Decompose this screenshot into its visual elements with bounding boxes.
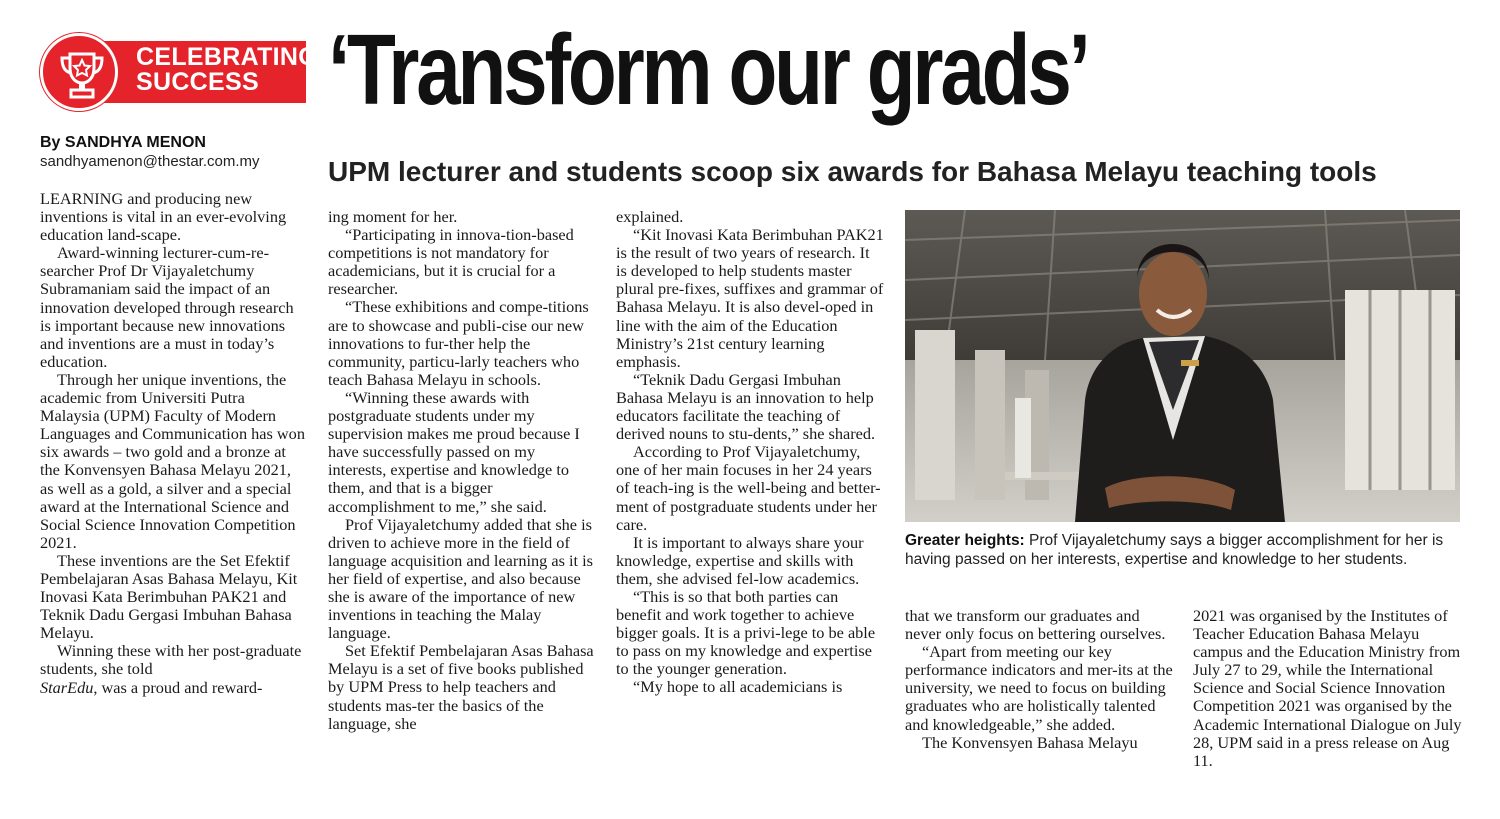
paragraph: “Teknik Dadu Gergasi Imbuhan Bahasa Melayu is an innovation to help educators facilitate the teaching of derived nouns to stu-dents,” she shared. (616, 369, 876, 444)
paragraph: “Apart from meeting our key performance indicators and mer-its at the university, we need to focus on building graduates who are holistically talented and knowledgeable,” she added. (905, 642, 1173, 734)
caption-label: Greater heights: (905, 532, 1025, 549)
text-run: Winning these with her post-graduate students, she told (40, 641, 302, 679)
paragraph: LEARNING and producing new inventions is vital in an ever-evolving education land-scape. (40, 189, 287, 245)
paragraph: Through her unique inventions, the academic from Universiti Putra Malaysia (UPM) Faculty of Modern Languages and Communication has won six awards – two gold and a bronze at the Konvensyen Bahasa Melayu 2021, as well as a gold, a silver and a special award at the International Science and Social Science Innovation Competition 2021. (40, 369, 305, 552)
paragraph: “These exhibitions and compe-titions are to showcase and publi-cise our new innovations to fur-ther help the community, particu-larly teachers who teach Bahasa Melayu in schools. (328, 297, 589, 389)
badge-text (136, 45, 318, 95)
paragraph: Prof Vijayaletchumy added that she is driven to achieve more in the field of language acquisition and learning as it is her field of expertise, and also because she is aware of the importance of new inventions in teaching the Malay language. (328, 514, 593, 643)
trophy-icon (40, 33, 118, 111)
paragraph: explained. (616, 207, 684, 226)
paragraph: ing moment for her. (328, 207, 458, 226)
paragraph: Set Efektif Pembelajaran Asas Bahasa Melayu is a set of five books published by UPM Press to help teachers and students mas-ter the basics of the language, she (328, 641, 594, 733)
article-column-1 (40, 190, 308, 697)
paragraph: According to Prof Vijayaletchumy, one of her main focuses in her 24 years of teach-ing is the well-being and better-ment of postgraduate students under her care. (616, 442, 881, 534)
byline: By SANDHYA MENON (40, 134, 206, 151)
photo-caption (905, 531, 1465, 569)
article-column-5 (1193, 607, 1465, 770)
paragraph (40, 642, 308, 696)
text-run: , was a proud and reward- (93, 677, 263, 697)
publication-name: StarEdu (40, 677, 94, 697)
article-column-2 (328, 208, 596, 733)
paragraph: “Participating in innova-tion-based competitions is not mandatory for academicians, but it is crucial for a researcher. (328, 225, 574, 299)
paragraph: that we transform our graduates and never only focus on bettering ourselves. (905, 606, 1166, 644)
badge-line-1: CELEBRATING (136, 43, 318, 71)
paragraph: The Konvensyen Bahasa Melayu (922, 732, 1138, 752)
paragraph: 2021 was organised by the Institutes of Teacher Education Bahasa Melayu campus and the Education Ministry from July 27 to 29, while the International Science and Social Science Innovation Competition 2021 was organised by the Academic International Dialogue on July 28, UPM said in a press release on Aug 11. (1193, 606, 1462, 770)
article-photo (905, 210, 1460, 522)
caption-text: Prof Vijayaletchumy says a bigger accomplishment for her is having passed on her interests, expertise and knowledge to her students. (905, 532, 1444, 568)
paragraph: It is important to always share your knowledge, expertise and skills with them, she advised fel-low academics. (616, 532, 864, 588)
paragraph: “My hope to all academicians is (633, 677, 843, 697)
subheadline: UPM lecturer and students scoop six awards for Bahasa Melayu teaching tools (328, 156, 1377, 187)
author-email[interactable]: sandhyamenon@thestar.com.my (40, 153, 260, 170)
paragraph: “Kit Inovasi Kata Berimbuhan PAK21 is the result of two years of research. It is developed to help students master plural pre-fixes, suffixes and grammar of Bahasa Melayu. It is also devel-oped in line with the aim of the Education Ministry’s 21st century learning emphasis. (616, 225, 884, 371)
badge-line-2: SUCCESS (136, 68, 259, 96)
article-column-4 (905, 607, 1175, 752)
paragraph: “Winning these awards with postgraduate students under my supervision makes me proud because I have successfully passed on my interests, expertise and knowledge to them, and that is a bigger accomplishment to me,” she said. (328, 387, 580, 516)
paragraph: Award-winning lecturer-cum-re-searcher Prof Dr Vijayaletchumy Subramaniam said the impact of an innovation developed through research is important because new innovations and inventions are a must in today’s education. (40, 243, 294, 371)
headline: ‘Transform our grads’ (328, 14, 1088, 126)
paragraph: “This is so that both parties can benefit and work together to achieve bigger goals. It is a privi-lege to be able to pass on my knowledge and expertise to the younger generation. (616, 586, 876, 679)
article-column-3 (616, 208, 884, 697)
paragraph: These inventions are the Set Efektif Pembelajaran Asas Bahasa Melayu, Kit Inovasi Kata Berimbuhan PAK21 and Teknik Dadu Gergasi Imbuhan Bahasa Melayu. (40, 550, 298, 643)
section-badge (40, 33, 318, 111)
